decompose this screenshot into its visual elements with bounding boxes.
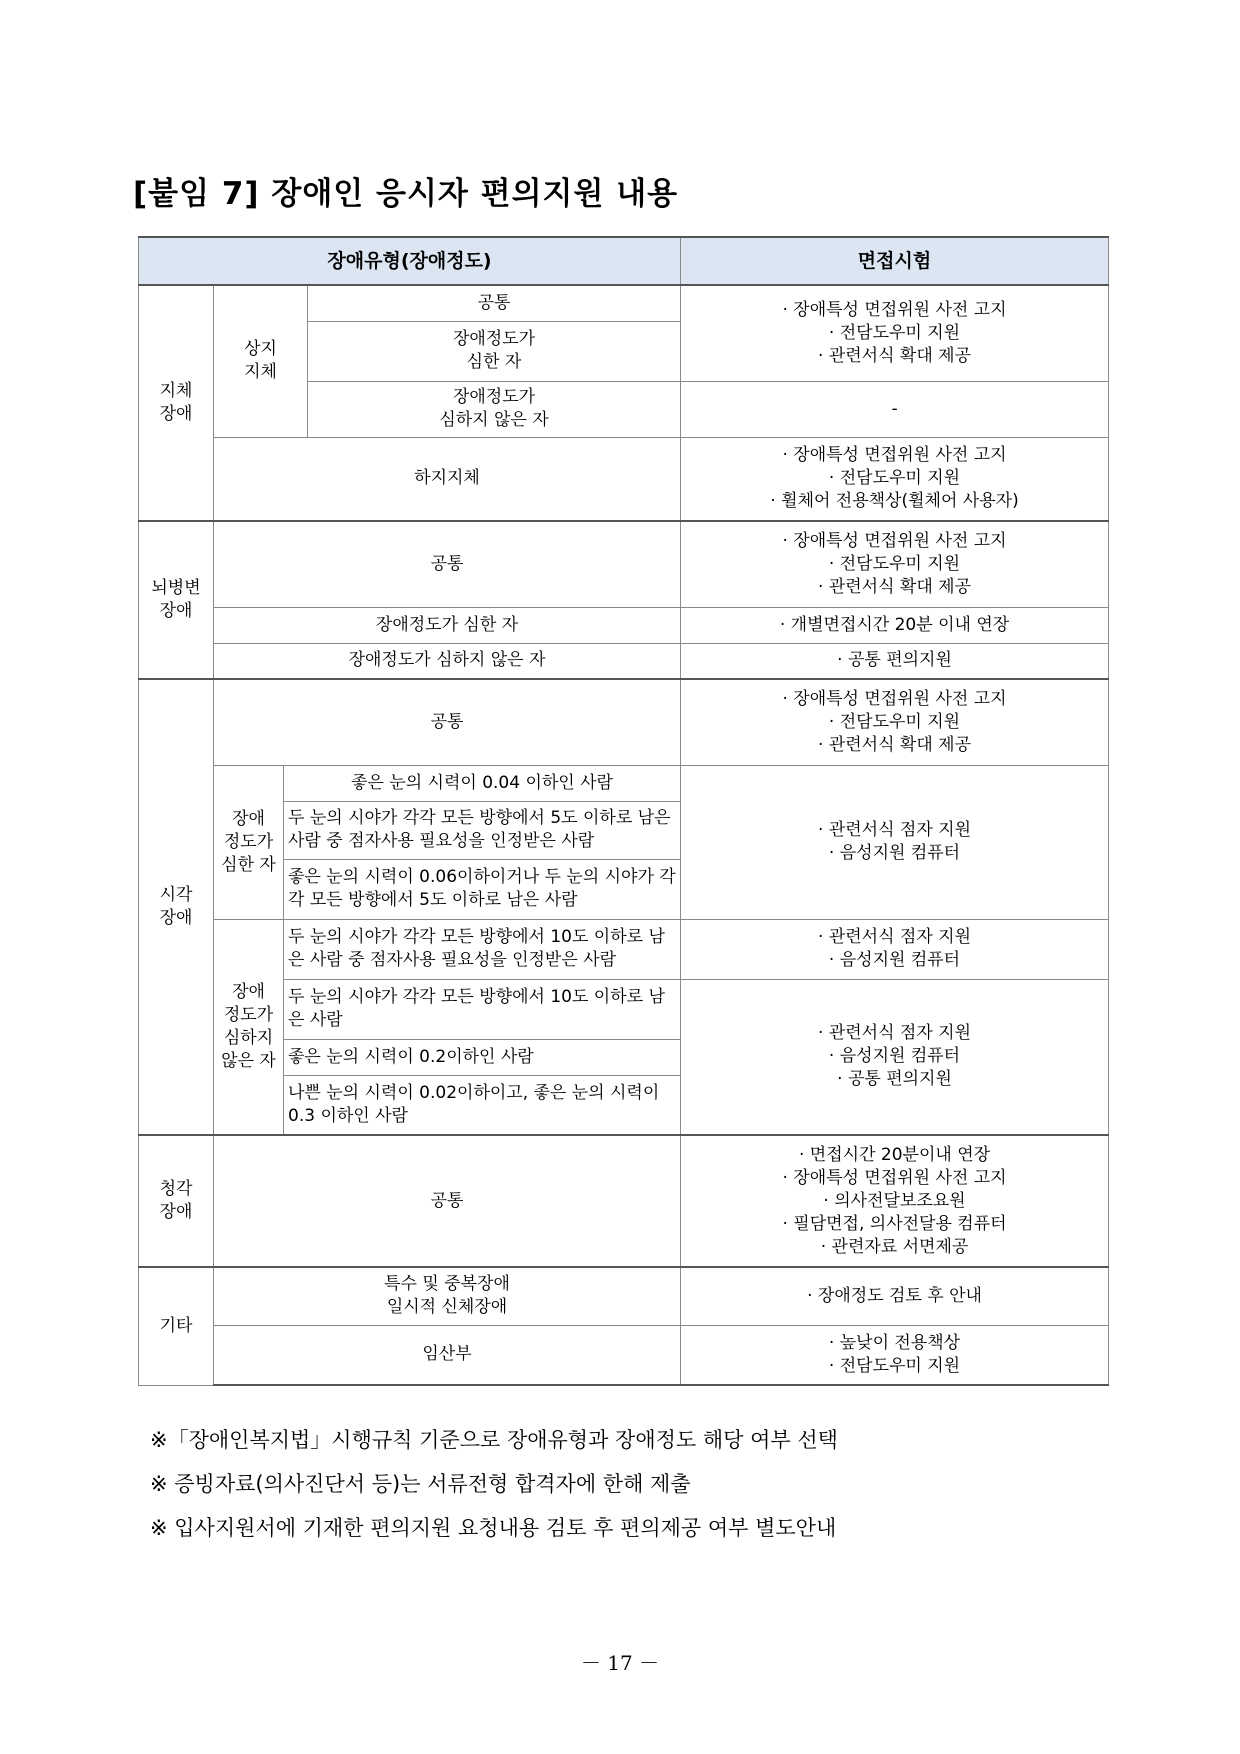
support-item: · 전담도우미 지원: [685, 467, 1104, 490]
cell-line: 시각: [159, 885, 193, 905]
support-item: · 장애특성 면접위원 사전 고지: [685, 1167, 1104, 1190]
support-item: · 장애특성 면접위원 사전 고지: [685, 688, 1104, 711]
cell-line: 청각: [159, 1179, 193, 1199]
category-physical: [139, 285, 214, 521]
brain-severe: 장애정도가 심한 자: [214, 607, 681, 643]
visual-mild-support-1: [681, 919, 1109, 979]
other-pregnant: 임산부: [214, 1325, 681, 1385]
category-brain: [139, 521, 214, 679]
category-hearing: [139, 1135, 214, 1267]
brain-mild: 장애정도가 심하지 않은 자: [214, 643, 681, 679]
cell-line: 장애: [159, 908, 193, 928]
visual-severe: [214, 765, 284, 919]
visual-mild-item: 좋은 눈의 시력이 0.2이하인 사람: [284, 1039, 681, 1075]
cell-line: 장애정도가: [452, 329, 536, 349]
support-item: · 높낮이 전용책상: [685, 1332, 1104, 1355]
cell-line: 장애: [232, 981, 265, 1002]
cell-line: 않은 자: [221, 1050, 276, 1071]
category-visual: [139, 679, 214, 1135]
visual-severe-item: 좋은 눈의 시력이 0.06이하이거나 두 눈의 시야가 각각 모든 방향에서 5도 이하로 남은 사람: [284, 859, 681, 919]
note-item: ※ 입사지원서에 기재한 편의지원 요청내용 검토 후 편의제공 여부 별도안내: [150, 1516, 837, 1540]
support-item: · 전담도우미 지원: [685, 322, 1104, 345]
support-item: · 음성지원 컴퓨터: [685, 1045, 1104, 1068]
cell-line: 심한 자: [221, 854, 276, 875]
support-item: · 전담도우미 지원: [685, 1355, 1104, 1378]
header-interview: 면접시험: [681, 237, 1109, 285]
notes: [150, 1418, 838, 1550]
cell-line: 심하지 않은 자: [439, 410, 549, 430]
lower-support: [681, 437, 1109, 521]
visual-common: 공통: [214, 679, 681, 765]
cell-line: 지체: [159, 381, 193, 401]
support-item: · 관련서식 확대 제공: [685, 345, 1104, 368]
cell-line: 지체: [244, 362, 277, 383]
brain-severe-support: · 개별면접시간 20분 이내 연장: [681, 607, 1109, 643]
support-item: · 면접시간 20분이내 연장: [685, 1144, 1104, 1167]
support-item: · 음성지원 컴퓨터: [685, 842, 1104, 865]
cell-line: 장애: [159, 601, 193, 621]
support-table: [138, 236, 1109, 1386]
cell-line: 정도가: [223, 831, 274, 852]
page-title: [붙임 7] 장애인 응시자 편의지원 내용: [133, 176, 679, 212]
cell-line: 장애: [159, 1202, 193, 1222]
hearing-support: [681, 1135, 1109, 1267]
support-item: · 관련서식 점자 지원: [685, 926, 1104, 949]
upper-mild: [308, 381, 681, 437]
cell-line: 특수 및 중복장애: [384, 1274, 510, 1295]
support-item: · 관련서식 확대 제공: [685, 734, 1104, 757]
visual-mild-support-2: [681, 979, 1109, 1135]
cell-line: 심하지: [223, 1027, 274, 1048]
upper-mild-support: -: [681, 381, 1109, 437]
visual-mild-item: 두 눈의 시야가 각각 모든 방향에서 10도 이하로 남은 사람 중 점자사용 필요성을 인정받은 사람: [284, 919, 681, 979]
cell-line: 뇌병변: [151, 578, 201, 598]
visual-severe-item: 두 눈의 시야가 각각 모든 방향에서 5도 이하로 남은 사람 중 점자사용 필요성을 인정받은 사람: [284, 801, 681, 859]
lower-limb: 하지지체: [214, 437, 681, 521]
visual-mild-item: 나쁜 눈의 시력이 0.02이하이고, 좋은 눈의 시력이 0.3 이하인 사람: [284, 1075, 681, 1135]
header-row: [139, 237, 1109, 285]
cell-line: 장애: [232, 808, 265, 829]
other-pregnant-support: [681, 1325, 1109, 1385]
cell-line: 장애정도가: [452, 387, 536, 407]
brain-common: 공통: [214, 521, 681, 607]
upper-support: [681, 285, 1109, 381]
support-item: · 장애특성 면접위원 사전 고지: [685, 530, 1104, 553]
support-item: · 공통 편의지원: [685, 1068, 1104, 1091]
upper-limb: [214, 285, 308, 437]
cell-line: 일시적 신체장애: [386, 1297, 508, 1318]
visual-common-support: [681, 679, 1109, 765]
note-item: ※ 증빙자료(의사진단서 등)는 서류전형 합격자에 한해 제출: [150, 1472, 691, 1496]
brain-mild-support: · 공통 편의지원: [681, 643, 1109, 679]
visual-severe-support: [681, 765, 1109, 919]
cell-line: 상지: [244, 339, 277, 360]
page-number: － 17 －: [580, 1651, 660, 1675]
support-item: · 장애특성 면접위원 사전 고지: [685, 444, 1104, 467]
note-item: ※「장애인복지법」시행규칙 기준으로 장애유형과 장애정도 해당 여부 선택: [150, 1428, 838, 1452]
cell-line: 정도가: [223, 1004, 274, 1025]
support-item: · 음성지원 컴퓨터: [685, 949, 1104, 972]
upper-severe: [308, 321, 681, 381]
support-item: · 장애특성 면접위원 사전 고지: [685, 299, 1104, 322]
category-other: 기타: [139, 1267, 214, 1385]
visual-mild-item: 두 눈의 시야가 각각 모든 방향에서 10도 이하로 남은 사람: [284, 979, 681, 1039]
support-item: · 의사전달보조요원: [685, 1190, 1104, 1213]
support-item: · 휠체어 전용책상(휠체어 사용자): [685, 490, 1104, 513]
hearing-common: 공통: [214, 1135, 681, 1267]
visual-mild: [214, 919, 284, 1135]
support-item: · 관련서식 확대 제공: [685, 576, 1104, 599]
header-type: 장애유형(장애정도): [139, 237, 681, 285]
visual-severe-item: 좋은 눈의 시력이 0.04 이하인 사람: [284, 765, 681, 801]
support-item: · 관련자료 서면제공: [685, 1236, 1104, 1259]
support-item: · 전담도우미 지원: [685, 711, 1104, 734]
support-item: · 관련서식 점자 지원: [685, 819, 1104, 842]
support-item: · 전담도우미 지원: [685, 553, 1104, 576]
other-special-support: · 장애정도 검토 후 안내: [681, 1267, 1109, 1325]
support-item: · 관련서식 점자 지원: [685, 1022, 1104, 1045]
cell-line: 장애: [159, 404, 193, 424]
other-special: [214, 1267, 681, 1325]
brain-common-support: [681, 521, 1109, 607]
upper-common: 공통: [308, 285, 681, 321]
cell-line: 심한 자: [466, 352, 522, 372]
support-item: · 필담면접, 의사전달용 컴퓨터: [685, 1213, 1104, 1236]
